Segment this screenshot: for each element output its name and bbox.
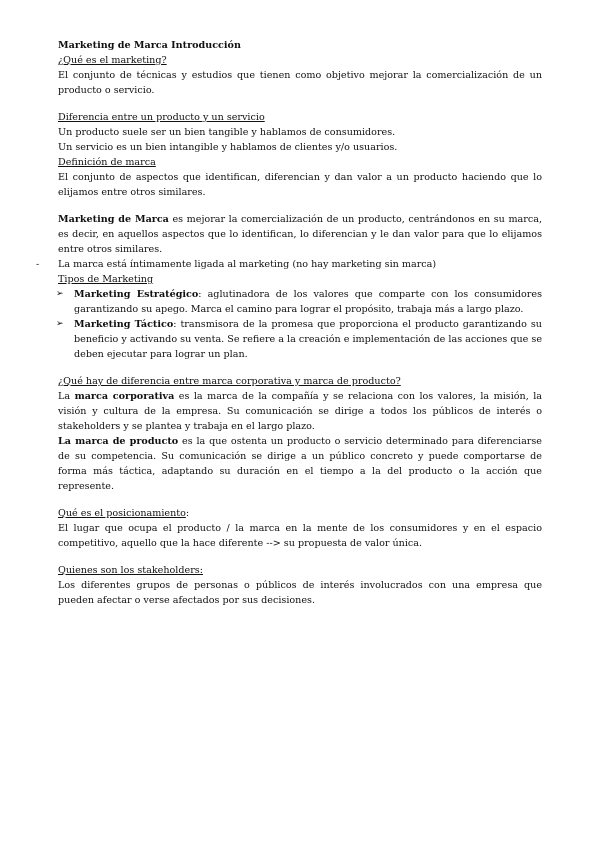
term-product-brand: La marca de producto xyxy=(58,436,179,447)
dash-marker: - xyxy=(36,259,40,270)
positioning-heading-text: Qué es el posicionamiento xyxy=(58,508,186,519)
heading-positioning xyxy=(58,506,542,521)
heading-marketing-types: Tipos de Marketing xyxy=(58,274,154,285)
paragraph-product-brand xyxy=(58,434,542,494)
tactical-text: : transmisora de la promesa que proporciona el producto garantizando su beneficio y activando su venta. Se refiere a la creación e implementación de las acciones que se deben ejecutar para lograr un plan. xyxy=(74,319,542,360)
heading-stakeholders: Quienes son los stakeholders: xyxy=(58,565,203,576)
term-tactical: Marketing Táctico xyxy=(74,319,174,330)
paragraph-brand-marketing xyxy=(58,212,542,257)
arrow-bullet-icon: ➢ xyxy=(56,319,64,329)
heading-corporate-vs-product: ¿Qué hay de diferencia entre marca corporativa y marca de producto? xyxy=(58,376,401,387)
corporate-brand-text: es la marca de la compañía y se relaciona con los valores, la misión, la visión y cultura de la empresa. Su comunicación se dirige a todos los públicos de interés o stakeholders y se plantea y trabaja en el largo plazo. xyxy=(58,391,543,432)
corporate-prefix: La xyxy=(58,391,75,402)
document-title: Marketing de Marca Introducción xyxy=(58,40,241,51)
brand-marketing-text: es mejorar la comercialización de un producto, centrándonos en su marca, es decir, en aquellos aspectos que lo identifican, lo diferencian y le dan valor para que lo elijamos entre otros similares. xyxy=(58,214,542,255)
paragraph-corporate-brand xyxy=(58,389,542,434)
heading-product-vs-service: Diferencia entre un producto y un servicio xyxy=(58,112,265,123)
arrow-bullet-icon: ➢ xyxy=(56,289,64,299)
list-item-strategic xyxy=(56,287,542,317)
list-item-tactical xyxy=(56,317,542,362)
marketing-types-list xyxy=(58,287,542,362)
dash-list-text: La marca está íntimamente ligada al marketing (no hay marketing sin marca) xyxy=(58,259,437,270)
positioning-heading-colon: : xyxy=(185,508,190,519)
product-brand-text: es la que ostenta un producto o servicio determinado para diferenciarse de su competencia. Su comunicación se dirige a un público concreto y puede comportarse de forma más táctica, adaptando su duración en el tiempo a la del producto o la acción que represente. xyxy=(58,436,542,492)
dash-list-item xyxy=(36,257,542,272)
document-page xyxy=(36,38,543,608)
paragraph-product: Un producto suele ser un bien tangible y hablamos de consumidores. xyxy=(58,127,396,138)
paragraph-stakeholders: Los diferentes grupos de personas o públicos de interés involucrados con una empresa que pueden afectar o verse afectados por sus decisiones. xyxy=(58,580,542,606)
term-corporate-brand: marca corporativa xyxy=(74,391,175,402)
paragraph-brand-definition: El conjunto de aspectos que identifican, diferencian y dan valor a un producto haciendo que lo elijamos entre otros similares. xyxy=(58,172,542,198)
heading-what-is-marketing: ¿Qué es el marketing? xyxy=(58,55,167,66)
paragraph-marketing-definition: El conjunto de técnicas y estudios que tienen como objetivo mejorar la comercialización de un producto o servicio. xyxy=(58,70,542,96)
strategic-text: : aglutinadora de los valores que comparte con los consumidores garantizando su apego. Marca el camino para lograr el propósito, trabaja más a largo plazo. xyxy=(74,289,542,315)
paragraph-positioning: El lugar que ocupa el producto / la marca en la mente de los consumidores y en el espacio competitivo, aquello que la hace diferente --> su propuesta de valor única. xyxy=(58,523,542,549)
term-brand-marketing: Marketing de Marca xyxy=(58,214,169,225)
paragraph-service: Un servicio es un bien intangible y hablamos de clientes y/o usuarios. xyxy=(58,142,398,153)
term-strategic: Marketing Estratégico xyxy=(74,289,199,300)
heading-brand-definition: Definición de marca xyxy=(58,157,156,168)
